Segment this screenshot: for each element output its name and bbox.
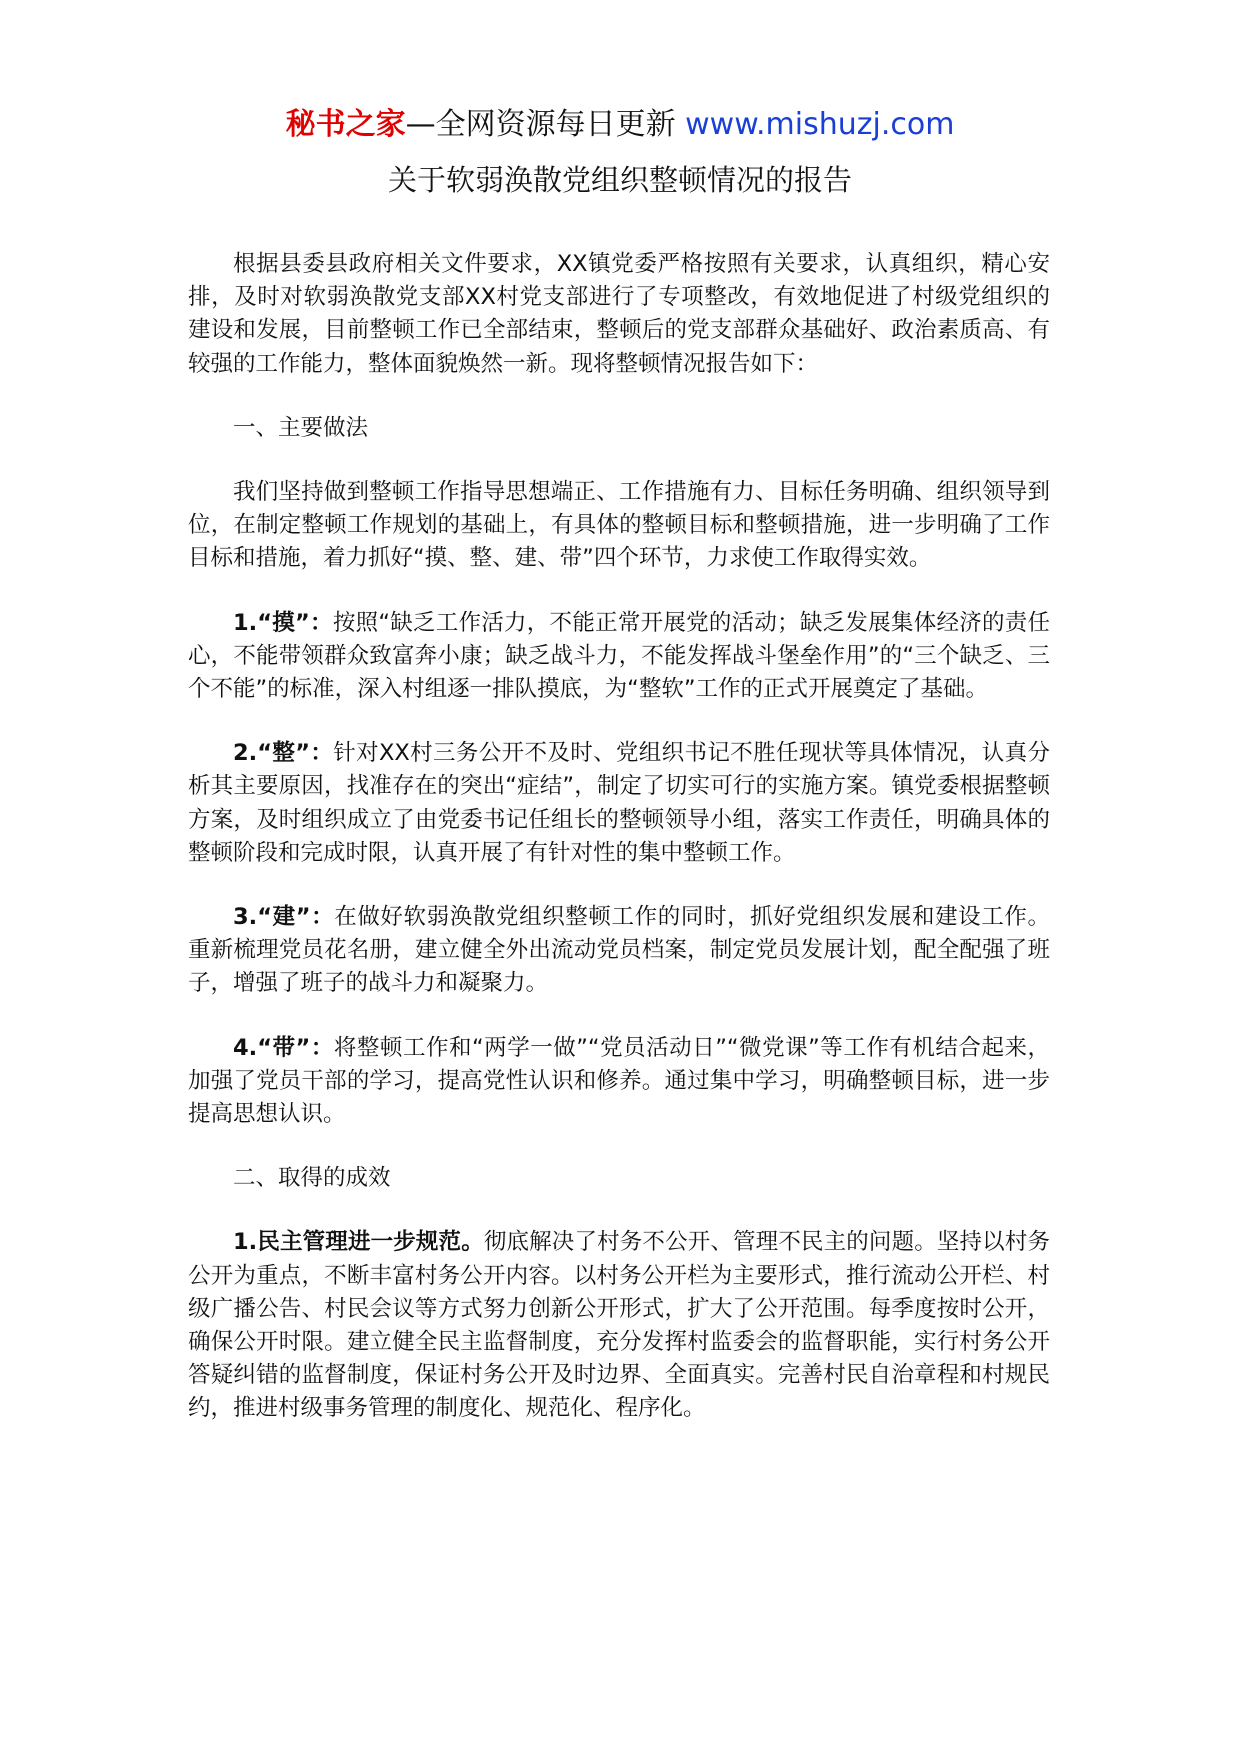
site-url-link[interactable]: www.mishuzj.com (685, 107, 955, 142)
method-item (188, 901, 1050, 1001)
method-item-text: 按照“缺乏工作活力，不能正常开展党的活动；缺乏发展集体经济的责任心，不能带领群众致富奔小康；缺乏战斗力，不能发挥战斗堡垒作用”的“三个缺乏、三个不能”的标准，深入村组逐一排队摸底，为“整软”工作的正式开展奠定了基础。 (188, 609, 1050, 703)
document-title: 关于软弱涣散党组织整顿情况的报告 (387, 163, 852, 197)
section-heading-main-methods: 一、主要做法 (233, 414, 369, 441)
section-heading-results: 二、取得的成效 (233, 1165, 391, 1192)
method-item-lead: 3.“建”： (233, 904, 335, 931)
method-item-text: 在做好软弱涣散党组织整顿工作的同时，抓好党组织发展和建设工作。重新梳理党员花名册，建立健全外出流动党员档案，制定党员发展计划，配全配强了班子，增强了班子的战斗力和凝聚力。 (188, 904, 1050, 997)
intro-paragraph: 根据县委县政府相关文件要求，XX镇党委严格按照有关要求，认真组织，精心安排，及时对软弱涣散党支部XX村党支部进行了专项整改，有效地促进了村级党组织的建设和发展，目前整顿工作已全部结束，整顿后的党支部群众基础好、政治素质高、有较强的工作能力，整体面貌焕然一新。现将整顿情况报告如下： (188, 251, 1050, 377)
section-paragraph-methods: 我们坚持做到整顿工作指导思想端正、工作措施有力、目标任务明确、组织领导到位，在制定整顿工作规划的基础上，有具体的整顿目标和整顿措施，进一步明确了工作目标和措施，着力抓好“摸、整、建、带”四个环节，力求使工作取得实效。 (188, 479, 1050, 572)
result-item (188, 1226, 1050, 1425)
site-header (0, 103, 1240, 147)
method-item-lead: 4.“带”： (233, 1034, 334, 1061)
method-item (188, 1032, 1050, 1132)
method-item-text: 针对XX村三务公开不及时、党组织书记不胜任现状等具体情况，认真分析其主要原因，找准存在的突出“症结”，制定了切实可行的实施方案。镇党委根据整顿方案，及时组织成立了由党委书记任组长的整顿领导小组，落实工作责任，明确具体的整顿阶段和完成时限，认真开展了有针对性的集中整顿工作。 (188, 740, 1050, 866)
result-item-lead: 1.民主管理进一步规范。 (233, 1229, 484, 1256)
method-item (188, 737, 1050, 870)
method-item-lead: 1.“摸”： (233, 609, 333, 636)
method-item-lead: 2.“整”： (233, 740, 334, 767)
method-item (188, 607, 1050, 707)
site-brand: 秘书之家 (285, 107, 406, 142)
method-item-text: 将整顿工作和“两学一做”“党员活动日”“微党课”等工作有机结合起来，加强了党员干部的学习，提高党性认识和修养。通过集中学习，明确整顿目标，进一步提高思想认识。 (188, 1034, 1050, 1128)
result-item-text: 彻底解决了村务不公开、管理不民主的问题。坚持以村务公开为重点，不断丰富村务公开内容。以村务公开栏为主要形式，推行流动公开栏、村级广播公告、村民会议等方式努力创新公开形式，扩大了公开范围。每季度按时公开，确保公开时限。建立健全民主监督制度，充分发挥村监委会的监督职能，实行村务公开答疑纠错的监督制度，保证村务公开及时边界、全面真实。完善村民自治章程和村规民约，推进村级事务管理的制度化、规范化、程序化。 (188, 1229, 1050, 1422)
document-body (188, 248, 1050, 1457)
site-slogan: —全网资源每日更新 (405, 107, 686, 142)
